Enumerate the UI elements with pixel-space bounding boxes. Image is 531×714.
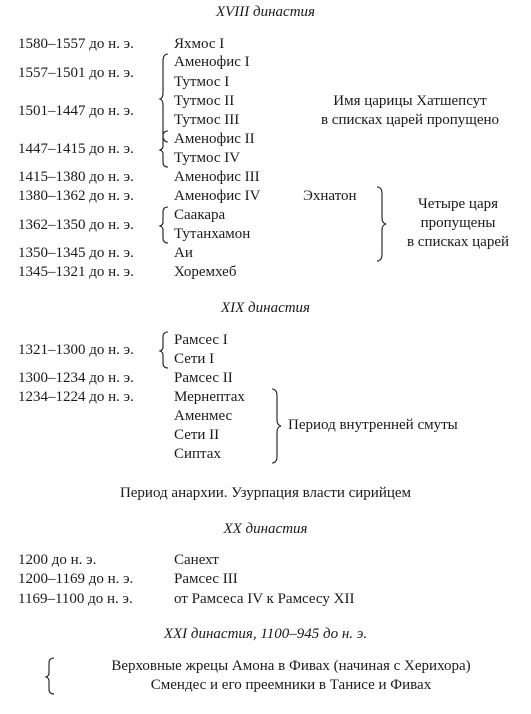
ruler-tutankhamun: Тутанхамон <box>174 226 251 242</box>
dynasty-21-line1: Верховные жрецы Амона в Фивах (начиная с Херихора) <box>111 658 471 674</box>
ruler-seti-ii: Сети II <box>174 427 220 443</box>
ruler-saakara: Саакара <box>174 207 226 223</box>
hatshepsut-note-line2: в списках царей пропущено <box>320 112 500 128</box>
ruler-sanekht: Санехт <box>174 552 219 568</box>
date-1234-1224: 1234–1224 до н. э. <box>18 389 134 405</box>
dynasty-21-line2: Смендес и его преемники в Танисе и Фивах <box>150 677 432 693</box>
date-1345-1321: 1345–1321 до н. э. <box>18 264 134 280</box>
dynasty-20-title: XX династия <box>223 521 308 537</box>
ruler-thutmose-iii: Тутмос III <box>174 112 240 128</box>
brace-left-saakara <box>160 206 170 244</box>
ruler-ramesses-i: Рамсес I <box>174 332 228 348</box>
ruler-ramesses-iii: Рамсес III <box>174 571 238 587</box>
date-1200: 1200 до н. э. <box>18 552 97 568</box>
date-1415-1380: 1415–1380 до н. э. <box>18 169 134 185</box>
date-1580-1557: 1580–1557 до н. э. <box>18 36 134 52</box>
brace-left-dynasty-21 <box>46 657 56 695</box>
brace-left-amenophis-ii <box>160 130 170 168</box>
akhenaten-label: Эхнатон <box>303 188 357 204</box>
ruler-ahmose-i: Яхмос I <box>174 36 225 52</box>
dynasty-21-title: XXI династия, 1100–945 до н. э. <box>163 626 368 642</box>
date-1169-1100: 1169–1100 до н. э. <box>18 591 133 607</box>
hatshepsut-note-line1: Имя царицы Хатшепсут <box>333 93 487 109</box>
ruler-ramesses-iv-xii: от Рамсеса IV к Рамсесу XII <box>174 591 355 607</box>
four-kings-line1: Четыре царя <box>417 196 499 212</box>
ruler-amenophis-iv: Аменофис IV <box>174 188 261 204</box>
date-1557-1501: 1557–1501 до н. э. <box>18 65 134 81</box>
ruler-horemheb: Хоремхеб <box>174 264 237 280</box>
ruler-amenmesse: Аменмес <box>174 408 233 424</box>
date-1200-1169: 1200–1169 до н. э. <box>18 571 134 587</box>
brace-left-ramesses-i <box>160 331 170 369</box>
ruler-merneptah: Мернептах <box>174 389 245 405</box>
date-1380-1362: 1380–1362 до н. э. <box>18 188 134 204</box>
date-1362-1350: 1362–1350 до н. э. <box>18 217 134 233</box>
ruler-ay: Аи <box>174 245 193 261</box>
ruler-amenophis-iii: Аменофис III <box>174 169 260 185</box>
date-1501-1447: 1501–1447 до н. э. <box>18 103 134 119</box>
four-kings-line3: в списках царей <box>406 234 510 250</box>
ruler-amenophis-ii: Аменофис II <box>174 131 255 147</box>
ruler-thutmose-i: Тутмос I <box>174 74 230 90</box>
date-1321-1300: 1321–1300 до н. э. <box>18 342 134 358</box>
dynasty-18-title: XVIII династия <box>215 4 316 20</box>
ruler-seti-i: Сети I <box>174 351 215 367</box>
brace-right-turmoil <box>271 388 283 464</box>
ruler-thutmose-iv: Тутмос IV <box>174 150 241 166</box>
four-kings-line2: пропущены <box>420 215 496 231</box>
anarchy-note: Период анархии. Узурпация власти сирийцем <box>119 485 412 501</box>
date-1447-1415: 1447–1415 до н. э. <box>18 141 134 157</box>
ruler-amenophis-i: Аменофис I <box>174 54 250 70</box>
dynasty-19-title: XIX династия <box>220 300 311 316</box>
turmoil-label: Период внутренней смуты <box>288 417 458 433</box>
ruler-thutmose-ii: Тутмос II <box>174 93 235 109</box>
ruler-ramesses-ii: Рамсес II <box>174 370 233 386</box>
ruler-siptah: Сиптах <box>174 446 221 462</box>
date-1300-1234: 1300–1234 до н. э. <box>18 370 134 386</box>
date-1350-1345: 1350–1345 до н. э. <box>18 245 134 261</box>
